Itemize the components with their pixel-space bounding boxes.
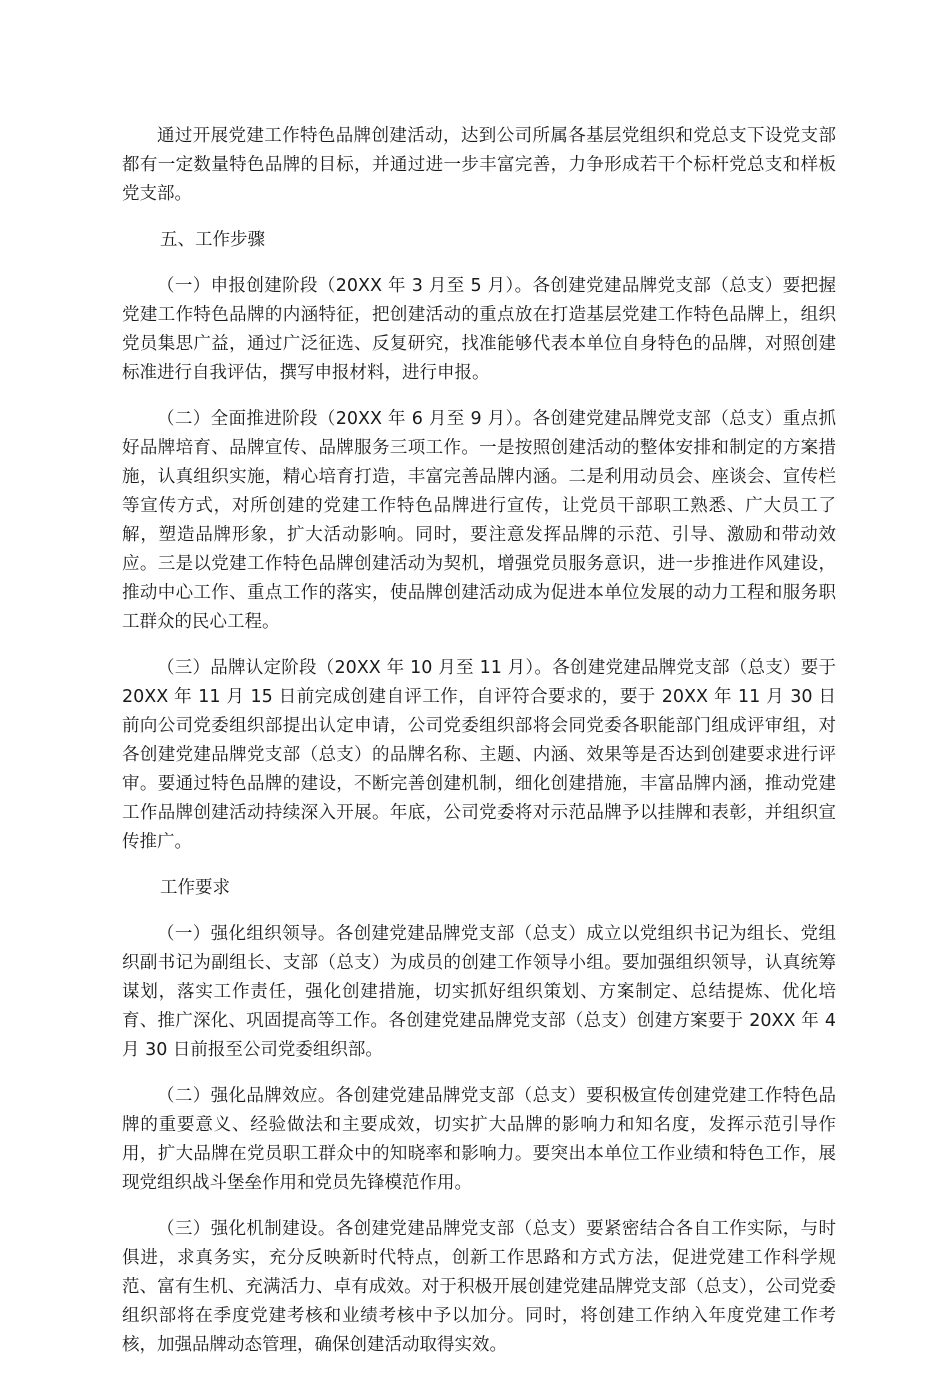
paragraph-goal: 通过开展党建工作特色品牌创建活动，达到公司所属各基层党组织和党总支下设党支部都有一定数量特色品牌的目标，并通过进一步丰富完善，力争形成若干个标杆党总支和样板党支部。 (122, 126, 836, 204)
paragraph-step-1: （一）申报创建阶段（20XX 年 3 月至 5 月）。各创建党建品牌党支部（总支）要把握党建工作特色品牌的内涵特征，把创建活动的重点放在打造基层党建工作特色品牌上，组织党员集思广益，通过广泛征选、反复研究，找准能够代表本单位自身特色的品牌，对照创建标准进行自我评估，撰写申报材料，进行申报。 (122, 276, 836, 383)
paragraph-requirement-2: （二）强化品牌效应。各创建党建品牌党支部（总支）要积极宣传创建党建工作特色品牌的重要意义、经验做法和主要成效，切实扩大品牌的影响力和知名度，发挥示范引导作用，扩大品牌在党员职工群众中的知晓率和影响力。要突出本单位工作业绩和特色工作，展现党组织战斗堡垒作用和党员先锋模范作用。 (122, 1086, 836, 1193)
heading-work-requirements: 工作要求 (160, 878, 230, 898)
paragraph-step-3: （三）品牌认定阶段（20XX 年 10 月至 11 月）。各创建党建品牌党支部（总支）要于 20XX 年 11 月 15 日前完成创建自评工作，自评符合要求的，要于 20XX 年 11 月 30 日前向公司党委组织部提出认定申请，公司党委组织部将会同党委各职能部门组成评审组，对各创建党建品牌党支部（总支）的品牌名称、主题、内涵、效果等是否达到创建要求进行评审。要通过特色品牌的建设，不断完善创建机制，细化创建措施，丰富品牌内涵，推动党建工作品牌创建活动持续深入开展。年底，公司党委将对示范品牌予以挂牌和表彰，并组织宣传推广。 (122, 658, 836, 852)
paragraph-requirement-3: （三）强化机制建设。各创建党建品牌党支部（总支）要紧密结合各自工作实际，与时俱进，求真务实，充分反映新时代特点，创新工作思路和方式方法，促进党建工作科学规范、富有生机、充满活力、卓有成效。对于积极开展创建党建品牌党支部（总支），公司党委组织部将在季度党建考核和业绩考核中予以加分。同时，将创建工作纳入年度党建工作考核，加强品牌动态管理，确保创建活动取得实效。 (122, 1219, 836, 1355)
paragraph-requirement-1: （一）强化组织领导。各创建党建品牌党支部（总支）成立以党组织书记为组长、党组织副书记为副组长、支部（总支）为成员的创建工作领导小组。要加强组织领导，认真统筹谋划，落实工作责任，强化创建措施，切实抓好组织策划、方案制定、总结提炼、优化培育、推广深化、巩固提高等工作。各创建党建品牌党支部（总支）创建方案要于 20XX 年 4 月 30 日前报至公司党委组织部。 (122, 924, 836, 1060)
paragraph-step-2: （二）全面推进阶段（20XX 年 6 月至 9 月）。各创建党建品牌党支部（总支）重点抓好品牌培育、品牌宣传、品牌服务三项工作。一是按照创建活动的整体安排和制定的方案措施，认真组织实施，精心培育打造，丰富完善品牌内涵。二是利用动员会、座谈会、宣传栏等宣传方式，对所创建的党建工作特色品牌进行宣传，让党员干部职工熟悉、广大员工了解，塑造品牌形象，扩大活动影响。同时，要注意发挥品牌的示范、引导、激励和带动效应。三是以党建工作特色品牌创建活动为契机，增强党员服务意识，进一步推进作风建设，推动中心工作、重点工作的落实，使品牌创建活动成为促进本单位发展的动力工程和服务职工群众的民心工程。 (122, 409, 836, 632)
document-body (122, 122, 836, 1377)
heading-work-steps: 五、工作步骤 (160, 230, 265, 250)
